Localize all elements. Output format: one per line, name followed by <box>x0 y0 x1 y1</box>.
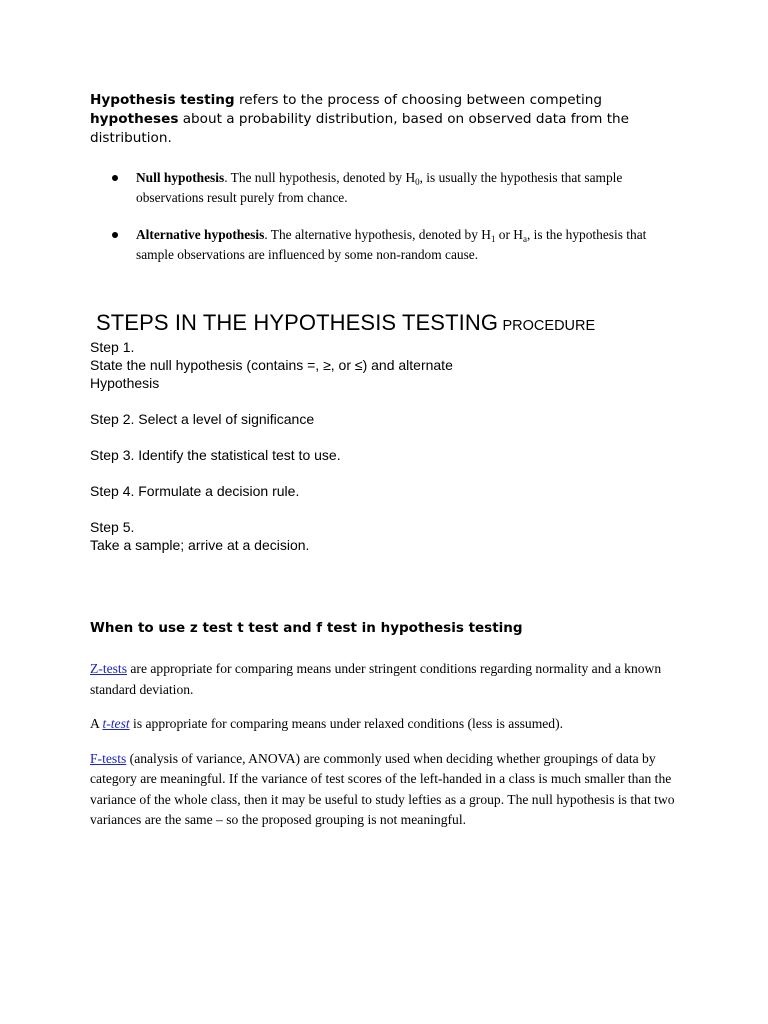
step-5-title: Step 5. <box>90 519 135 535</box>
step-5 <box>90 518 590 554</box>
step-3: Step 3. Identify the statistical test to use. <box>90 447 341 463</box>
f-test-text: (analysis of variance, ANOVA) are commonly used when deciding whether groupings of data by category are meaningful. If the variance of test scores of the left-handed in a class is much smaller than the variance of the whole class, then it may be useful to study lefties as a group. The null hypothesis is that two variances are the same – so the proposed grouping is not meaningful. <box>90 750 675 827</box>
term-null-hypothesis: Null hypothesis <box>136 170 225 185</box>
null-text-a: . The null hypothesis, denoted by H <box>224 170 416 185</box>
alt-text-mid: or H <box>495 227 523 242</box>
bullet-alternative-hypothesis <box>112 225 652 264</box>
alt-subscript-a: a <box>522 234 527 244</box>
z-test-text: are appropriate for comparing means under stringent conditions regarding normality and a known standard deviation. <box>90 661 662 697</box>
f-test-paragraph <box>90 749 675 831</box>
step-1-body-cont: Hypothesis <box>90 375 160 391</box>
term-hypotheses: hypotheses <box>90 111 179 127</box>
z-test-paragraph <box>90 659 675 700</box>
t-test-paragraph <box>90 714 675 735</box>
step-2: Step 2. Select a level of significance <box>90 411 315 427</box>
tests-section <box>90 659 675 845</box>
alt-text-b: , is the hypothesis that sample observations are influenced by some non-random cause. <box>136 227 647 262</box>
step-5-body: Take a sample; arrive at a decision. <box>90 537 310 553</box>
term-alternative-hypothesis: Alternative hypothesis <box>136 227 265 242</box>
step-1-title: Step 1. <box>90 339 135 355</box>
steps-list <box>90 338 590 572</box>
intro-text-2: about a probability distribution, based on observed data from the distribution. <box>90 111 630 146</box>
hypothesis-bullet-list <box>112 168 652 282</box>
t-test-text: is appropriate for comparing means under relaxed conditions (less is assumed). <box>129 716 564 731</box>
step-1 <box>90 338 590 392</box>
bullet-dot-icon <box>112 232 118 238</box>
f-tests-link[interactable]: F-tests <box>90 750 127 766</box>
alt-text-a: . The alternative hypothesis, denoted by H <box>264 227 491 242</box>
intro-paragraph <box>90 91 650 148</box>
when-to-use-heading: When to use z test t test and f test in hypothesis testing <box>90 620 523 636</box>
step-4: Step 4. Formulate a decision rule. <box>90 483 300 499</box>
steps-heading-main: STEPS IN THE HYPOTHESIS TESTING <box>96 310 499 335</box>
steps-heading <box>96 310 595 336</box>
term-hypothesis-testing: Hypothesis testing <box>90 92 235 108</box>
t-test-link[interactable]: t-test <box>102 716 130 731</box>
steps-heading-suffix: PROCEDURE <box>502 318 596 334</box>
alt-subscript-1: 1 <box>490 234 496 244</box>
bullet-dot-icon <box>112 175 118 181</box>
bullet-null-hypothesis <box>112 168 652 207</box>
null-subscript: 0 <box>415 177 420 187</box>
intro-text-1: refers to the process of choosing between competing <box>234 92 602 108</box>
z-tests-link[interactable]: Z-tests <box>90 661 127 676</box>
step-1-body: State the null hypothesis (contains =, ≥, or ≤) and alternate <box>90 357 453 373</box>
null-text-b: , is usually the hypothesis that sample observations result purely from chance. <box>136 170 623 205</box>
t-test-prefix: A <box>90 716 103 731</box>
